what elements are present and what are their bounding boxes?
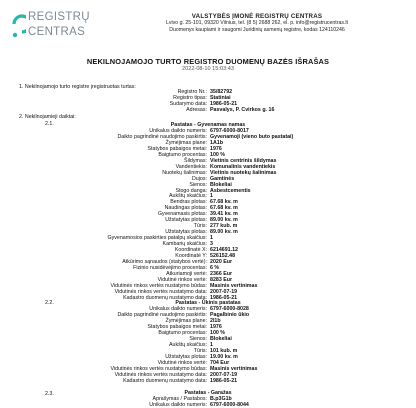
field-label: Kadastro duomenų nustatymo data: (123, 294, 207, 301)
field-value: 1 (210, 193, 213, 200)
field-label: Sienos: (189, 336, 207, 342)
field-value: 1976 (210, 324, 222, 330)
field-label: Vidutinė rinkos vertė: (157, 276, 207, 283)
field-value: 89.00 kv. m (210, 217, 238, 224)
field-label: Baigtumo procentas: (158, 330, 207, 336)
field-value: 3 (210, 241, 213, 248)
document-date: 2022-08-10 15:03:43 (182, 66, 234, 72)
field-label: Žymėjimas plane: (165, 139, 207, 146)
field-value: Vietinis nuotekų šalinimas (210, 169, 277, 176)
field-label: Vidutinės rinkos vertės nustatymo būdas: (110, 366, 207, 372)
field-label: Gyvenamasis plotas: (157, 211, 207, 218)
field-label: Daikto pagrindinė naudojimo paskirtis: (117, 312, 207, 318)
field-label: Tūris: (193, 223, 207, 230)
field-row (0, 107, 275, 114)
field-label: Vidutinė rinkos vertė: (157, 360, 207, 366)
field-label: Unikalus daikto numeris: (149, 128, 207, 134)
field-value: 8283 Eur (210, 276, 233, 283)
field-label: Atkūrimo sąnaudos (statybos vertė): (122, 258, 207, 265)
field-value: 6797-6000-8044 (210, 402, 249, 408)
field-value: Asbestcementis (210, 187, 251, 194)
field-row (0, 378, 238, 384)
field-label: Sienos: (189, 181, 207, 188)
field-label: Unikalus daikto numeris: (149, 402, 207, 408)
field-value: 2007-07-19 (210, 372, 238, 378)
field-label: Registro Nr.: (177, 89, 207, 95)
field-value: Gyvenamoji (vieno buto pastatai) (210, 133, 294, 140)
field-value: 6797-6000-8028 (210, 306, 249, 312)
field-value: 39.41 kv. m (210, 211, 238, 218)
field-label: Šildymas: (184, 157, 207, 164)
field-value: Blokeliai (210, 336, 232, 342)
field-label: Gyvenamosios paskirties patalpų skaičius: (107, 235, 207, 242)
field-label: Aukštų skaičius: (169, 193, 207, 200)
field-value: 277 kub. m (210, 223, 238, 230)
field-row (0, 89, 233, 95)
field-value: Blokeliai (210, 181, 232, 188)
field-value: Masinis vertinimas (210, 366, 258, 372)
field-value: 100 % (210, 330, 226, 336)
field-value: Komunalinis vandentiekis (210, 163, 276, 170)
field-value: Gamtinės (210, 175, 235, 182)
field-row (0, 101, 238, 108)
field-value: 1976 (210, 145, 222, 152)
field-value: 2020 Eur (210, 258, 233, 265)
registru-centras-logo (10, 8, 100, 40)
section-2-heading: 2. Nekilnojamieji daiktai: (19, 114, 76, 120)
item-2-2-title: Pastatas - Ūkinis pastatas (175, 300, 241, 306)
field-value: 704 Eur (210, 360, 230, 366)
field-value: Statiniai (210, 95, 231, 102)
field-label: Dujos: (191, 175, 207, 182)
field-label: Stogo danga: (175, 187, 207, 194)
field-label: Vandentiekis: (175, 163, 207, 170)
field-value: 1A1b (210, 139, 223, 146)
field-value: 67.68 kv. m (210, 205, 238, 212)
field-label: Vidutinės rinkos vertės nustatymo data: (114, 288, 207, 295)
organization-name: VALSTYBĖS ĮMONĖ REGISTRŲ CENTRAS (191, 13, 323, 20)
field-label: Kambarių skaičius: (162, 241, 207, 248)
field-value: Pasvalys, P. Cvirkos g. 16 (210, 107, 275, 114)
field-value: 526152.48 (210, 252, 236, 259)
field-value: 1 (210, 235, 213, 242)
field-label: Statybos pabaigos metai: (147, 145, 207, 152)
field-label: Fizinio nusidėvėjimo procentas: (133, 264, 207, 271)
field-value: 89.00 kv. m (210, 229, 238, 236)
field-value: 6797-6000-8017 (210, 128, 249, 134)
field-value: 6 % (210, 264, 220, 271)
field-value: 1986-05-21 (210, 101, 238, 108)
field-label: Sudarymo data: (169, 101, 207, 108)
field-value: 2366 Eur (210, 270, 233, 277)
field-label: Adresas: (186, 107, 207, 114)
item-2-3-title: Pastatas - Garažas (184, 390, 232, 396)
field-label: Tūris: (193, 348, 207, 354)
organization-header (112, 13, 402, 34)
field-label: Aprašymas / Pastabos: (152, 396, 207, 402)
field-row (0, 95, 231, 102)
logo-text-line1: REGISTRŲ (28, 11, 90, 23)
logo-emblem-icon (10, 8, 26, 40)
field-label: Užstatytas plotas: (165, 229, 207, 236)
field-value: Vietinis centrinis šildymas (210, 157, 277, 164)
item-2-1-title: Pastatas - Gyvenamas namas (170, 122, 246, 128)
field-value: B.p3G1b (210, 396, 232, 402)
field-value: Pagalbinio ūkio (210, 312, 250, 318)
logo-text-line2: CENTRAS (28, 26, 86, 38)
field-value: 2I1b (210, 318, 221, 324)
field-label: Kadastro duomenų nustatymo data: (123, 378, 207, 384)
field-label: Atkuriamoji vertė: (166, 270, 207, 277)
field-label: Koordinatė Y: (175, 252, 207, 259)
item-2-2-number: 2.2. (45, 300, 54, 306)
item-2-1-number: 2.1. (45, 121, 54, 127)
field-value: 35/82792 (210, 89, 233, 95)
field-value: 101 kub. m (210, 348, 238, 354)
field-label: Koordinatė X: (174, 247, 207, 253)
field-label: Užstatytas plotas: (165, 217, 207, 224)
field-label: Žymėjimas plane: (165, 318, 207, 324)
document-title: NEKILNOJAMOJO TURTO REGISTRO DUOMENŲ BAZĖS IŠRAŠAS (86, 57, 330, 66)
field-row (0, 402, 249, 408)
field-value: Masinis vertinimas (210, 282, 258, 289)
field-value: 2007-07-19 (210, 288, 238, 295)
field-label: Bendras plotas: (170, 199, 207, 206)
field-label: Užstatytas plotas: (165, 354, 207, 360)
field-label: Vidutinės rinkos vertės nustatymo būdas: (110, 282, 207, 289)
field-value: 19.00 kv. m (210, 354, 238, 360)
field-label: Daikto pagrindinė naudojimo paskirtis: (117, 133, 207, 140)
field-value: 67.68 kv. m (210, 199, 238, 206)
item-2-3-number: 2.3. (45, 391, 54, 397)
field-value: 1986-05-21 (210, 294, 238, 301)
field-label: Aukštų skaičius: (169, 342, 207, 348)
organization-registry-note: Duomenys kaupiami ir saugomi Juridinių asmenų registre, kodas 124110246 (169, 27, 345, 33)
field-value: 1 (210, 342, 213, 348)
field-label: Unikalus daikto numeris: (149, 306, 207, 312)
field-value: 1986-05-21 (210, 378, 238, 384)
field-label: Statybos pabaigos metai: (147, 324, 207, 330)
field-label: Naudingas plotas: (164, 205, 207, 212)
field-label: Registro tipas: (173, 95, 207, 102)
field-label: Nuotekų šalinimas: (162, 169, 207, 176)
field-value: 100 % (210, 151, 226, 158)
field-label: Baigtumo procentas: (158, 151, 207, 158)
field-label: Vidutinės rinkos vertės nustatymo data: (114, 372, 207, 378)
organization-contacts: Lvivo g. 25-101, 09320 Vilnius, tel. (8 5) 2688 262, el. p. info@registrucentras.lt (166, 20, 348, 26)
section-1-heading: 1. Nekilnojamojo turto registre įregistruotas turtas: (19, 84, 136, 90)
field-value: 6214691.12 (210, 247, 238, 253)
